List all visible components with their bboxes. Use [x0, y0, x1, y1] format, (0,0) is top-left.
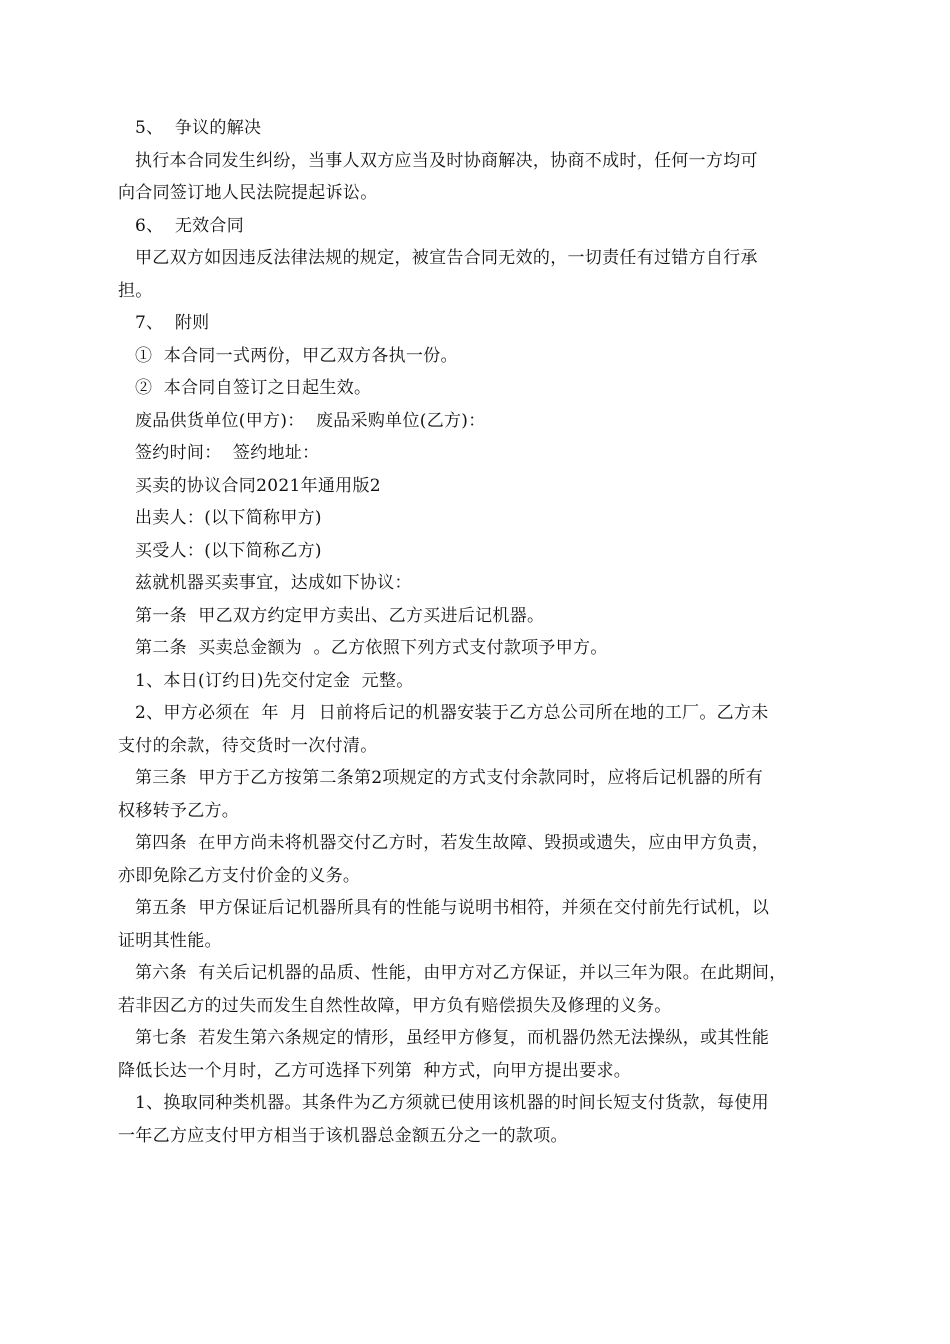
document-title: 买卖的协议合同2021年通用版2 [135, 475, 381, 496]
paragraph-line: 甲乙双方如因违反法律法规的规定，被宣告合同无效的，一切责任有过错方自行承 [135, 248, 758, 268]
article-line: 证明其性能。 [118, 930, 222, 951]
clause-line: 支付的余款，待交货时一次付清。 [118, 735, 378, 756]
clause-line: 1、换取同种类机器。其条件为乙方须就已使用该机器的时间长短支付货款，每使用 [135, 1093, 769, 1113]
list-item: ① 本合同一式两份，甲乙双方各执一份。 [135, 345, 458, 366]
article-line: 亦即免除乙方支付价金的义务。 [118, 865, 361, 886]
article-line: 若非因乙方的过失而发生自然性故障，甲方负有赔偿损失及修理的义务。 [118, 995, 672, 1016]
paragraph-line: 向合同签订地人民法院提起诉讼。 [118, 183, 378, 203]
section-heading: 6、 无效合同 [135, 215, 245, 236]
article-line: 第三条 甲方于乙方按第二条第2项规定的方式支付余款同时，应将后记机器的所有 [135, 768, 764, 788]
list-item: ② 本合同自签订之日起生效。 [135, 378, 372, 398]
seller-line: 出卖人：(以下简称甲方) [135, 508, 322, 528]
article-line: 降低长达一个月时，乙方可选择下列第 种方式，向甲方提出要求。 [118, 1060, 632, 1081]
article-line: 第一条 甲乙双方约定甲方卖出、乙方买进后记机器。 [135, 605, 545, 626]
clause-line: 一年乙方应支付甲方相当于该机器总金额五分之一的款项。 [118, 1125, 568, 1146]
section-heading: 5、 争议的解决 [135, 118, 262, 138]
article-line: 权移转予乙方。 [118, 800, 240, 821]
clause-line: 1、本日(订约日)先交付定金 元整。 [135, 670, 414, 691]
signature-time-place: 签约时间： 签约地址： [135, 443, 320, 463]
article-line: 第七条 若发生第六条规定的情形，虽经甲方修复，而机器仍然无法操纵，或其性能 [135, 1028, 770, 1048]
article-line: 第六条 有关后记机器的品质、性能，由甲方对乙方保证，并以三年为限。在此期间， [135, 963, 787, 983]
document-page [118, 112, 838, 1152]
signature-parties: 废品供货单位(甲方)： 废品采购单位(乙方)： [135, 410, 486, 431]
article-line: 第二条 买卖总金额为 。乙方依照下列方式支付款项予甲方。 [135, 638, 608, 658]
clause-line: 2、甲方必须在 年 月 日前将后记的机器安装于乙方总公司所在地的工厂。乙方未 [135, 703, 769, 723]
agreement-intro: 兹就机器买卖事宜，达成如下协议： [135, 573, 412, 593]
article-line: 第五条 甲方保证后记机器所具有的性能与说明书相符，并须在交付前先行试机，以 [135, 898, 770, 918]
paragraph-line: 担。 [118, 280, 153, 301]
section-heading: 7、 附则 [135, 313, 210, 333]
article-line: 第四条 在甲方尚未将机器交付乙方时，若发生故障、毁损或遗失，应由甲方负责， [135, 833, 770, 853]
paragraph-line: 执行本合同发生纠纷，当事人双方应当及时协商解决，协商不成时，任何一方均可 [135, 150, 758, 171]
buyer-line: 买受人：(以下简称乙方) [135, 540, 322, 561]
